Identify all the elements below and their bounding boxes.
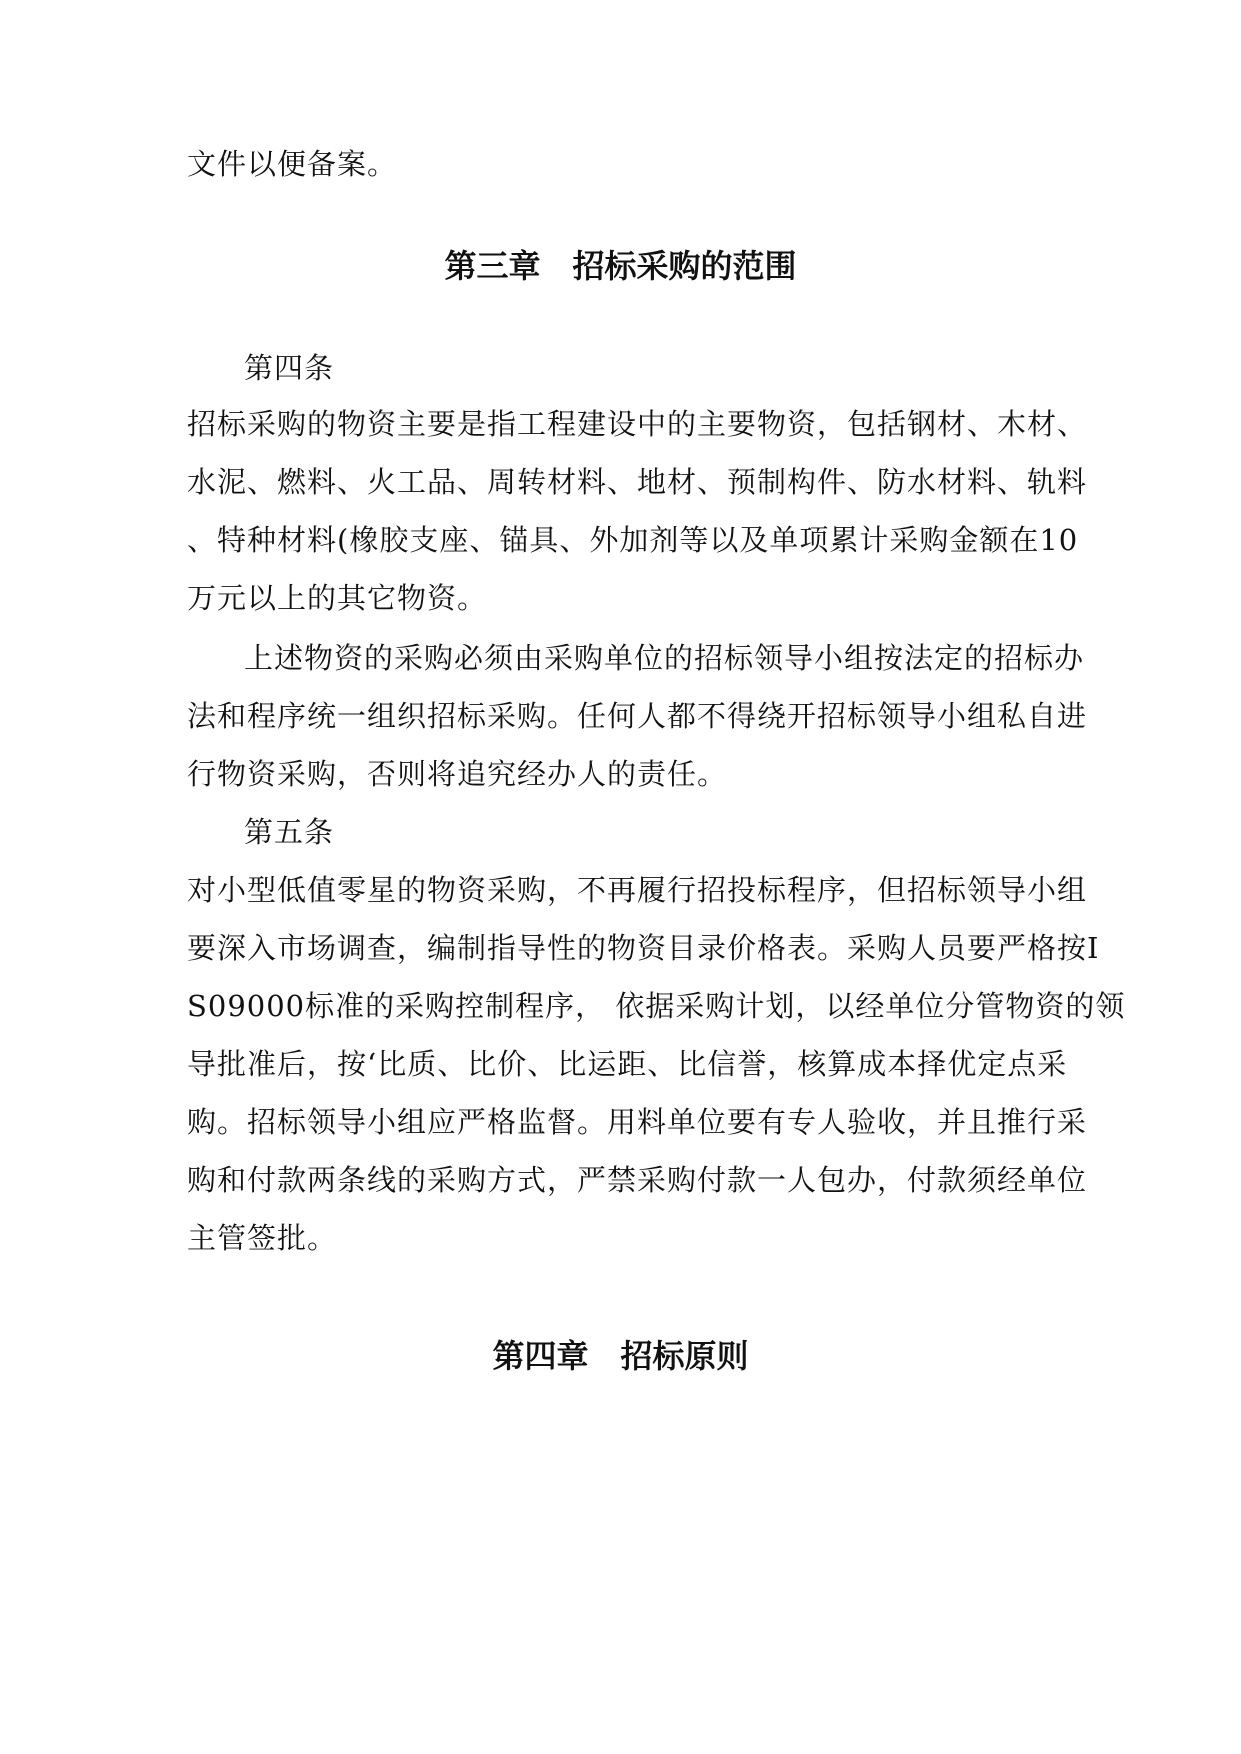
article4-para1-line: 万元以上的其它物资。	[187, 581, 488, 615]
article5-para-line: 要深入市场调查，编制指导性的物资目录价格表。采购人员要严格按I	[187, 931, 1100, 965]
article5-para-line: 导批准后，按‘比质、比价、比运距、比信誉，核算成本择优定点采	[187, 1047, 1068, 1081]
article5-label: 第五条	[244, 815, 335, 849]
chapter3-title: 第三章 招标采购的范围	[444, 247, 797, 285]
chapter4-title: 第四章 招标原则	[492, 1337, 749, 1375]
article4-label: 第四条	[244, 351, 335, 385]
article4-para2-line: 上述物资的采购必须由采购单位的招标领导小组按法定的招标办	[244, 641, 1085, 675]
article4-para2-line: 行物资采购，否则将追究经办人的责任。	[187, 757, 728, 791]
article5-para-line: 购。招标领导小组应严格监督。用料单位要有专人验收，并且推行采	[187, 1105, 1088, 1139]
article5-para-line: 主管签批。	[187, 1221, 338, 1255]
article4-para1-line: 招标采购的物资主要是指工程建设中的主要物资，包括钢材、木材、	[187, 407, 1088, 441]
continuation-text: 文件以便备案。	[187, 147, 398, 181]
article4-para1-line: 水泥、燃料、火工品、周转材料、地材、预制构件、防水材料、轨料	[187, 465, 1088, 499]
article5-para-line: 购和付款两条线的采购方式，严禁采购付款一人包办，付款须经单位	[187, 1163, 1088, 1197]
article4-para2-line: 法和程序统一组织招标采购。任何人都不得绕开招标领导小组私自进	[187, 699, 1088, 733]
article4-para1-line: 、特种材料(橡胶支座、锚具、外加剂等以及单项累计采购金额在10	[187, 523, 1079, 557]
article5-para-line: S09000标准的采购控制程序， 依据采购计划，以经单位分管物资的领	[187, 989, 1126, 1023]
article5-para-line: 对小型低值零星的物资采购，不再履行招投标程序，但招标领导小组	[187, 873, 1088, 907]
